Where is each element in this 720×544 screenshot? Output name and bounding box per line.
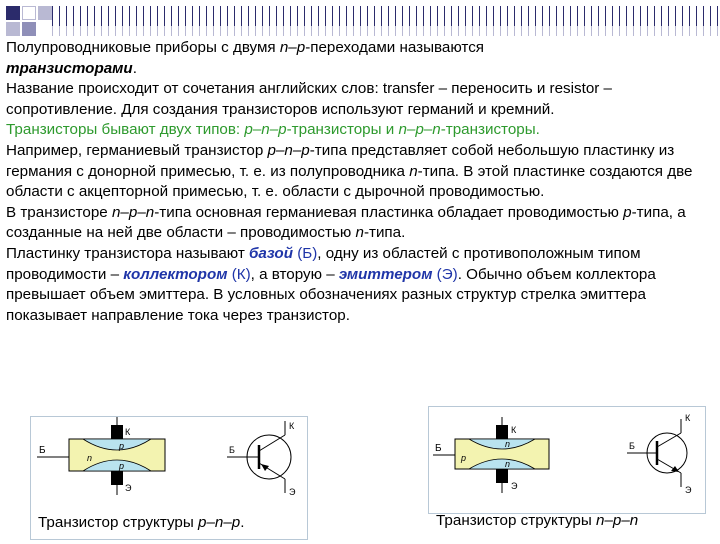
deco-square: [6, 6, 20, 20]
label-k: К: [125, 427, 131, 437]
symbol-collector: [259, 435, 285, 451]
paragraph-types: Транзисторы бывают двух типов: p–n–p-транзисторы и n–p–n-транзисторы.: [6, 121, 540, 139]
paragraph-npn: В транзисторе n–p–n-типа основная германиевая пластинка обладает проводимостью p-типа, а созданные на ней две области – проводимостью n-типа.: [6, 203, 686, 242]
deco-stripes: [52, 6, 720, 26]
paragraph-name-origin: Название происходит от сочетания английских слов: transfer – переносить и resistor – сопротивление. Для создания транзисторов используют германий и кремний.: [6, 80, 612, 118]
deco-square: [38, 6, 52, 20]
sym-label-b: Б: [629, 441, 635, 451]
paragraph-pnp: Например, германиевый транзистор p–n–p-типа представляет собой небольшую пластинку из германия с донорной примесью, т. е. из полупроводника n-типа. В этой пластинке создаются две области с акцепторной примесью, т. е. области с дырочной проводимостью.: [6, 141, 693, 201]
paragraph-intro: Полупроводниковые приборы с двумя n–p-переходами называются транзисторами.: [6, 39, 485, 77]
label-region-bot: p: [119, 461, 125, 471]
sym-label-e: Э: [685, 485, 692, 495]
deco-square: [6, 22, 20, 36]
sym-label-e: Э: [289, 487, 296, 497]
term-base: базой: [249, 244, 293, 262]
emitter-electrode: [496, 469, 508, 483]
term-collector: коллектором: [123, 265, 228, 283]
symbol-collector: [657, 433, 681, 447]
label-region-mid: p: [461, 453, 467, 463]
header-decoration: [0, 0, 720, 40]
deco-stripes-light: [52, 26, 720, 36]
label-e: Э: [511, 481, 518, 491]
label-e: Э: [125, 483, 132, 493]
label-region-top: p: [119, 441, 125, 451]
term-transistors: транзисторами: [6, 59, 133, 77]
npn-diagram: [429, 407, 705, 513]
collector-electrode: [496, 425, 508, 439]
body-text: [6, 38, 714, 326]
sym-label-b: Б: [229, 445, 235, 455]
caption-npn: Транзистор структуры n–p–n: [436, 512, 639, 529]
label-b: Б: [39, 445, 46, 456]
caption-pnp: Транзистор структуры p–n–p.: [38, 514, 245, 531]
emitter-arrow-icon: [261, 464, 269, 471]
deco-square: [22, 22, 36, 36]
label-region-top: n: [505, 439, 511, 449]
label-region-bot: n: [505, 459, 511, 469]
label-k: К: [511, 425, 517, 435]
label-b: Б: [435, 443, 442, 454]
sym-label-k: К: [289, 421, 295, 431]
emitter-electrode: [111, 471, 123, 485]
sym-label-k: К: [685, 413, 691, 423]
term-emitter: эмиттером: [338, 265, 433, 283]
emitter-arrow-icon: [671, 466, 679, 472]
deco-square: [22, 6, 36, 20]
figure-npn: [428, 406, 706, 514]
paragraph-terms: Пластинку транзистора называют базой (Б), одну из областей с противоположным типом проводимости – коллектором (К), а вторую – эмиттером (Э). Обычно объем коллектора превышает объем эмиттера. В условных обозначениях разных структур стрелка эмиттера показывает направление тока через транзистор.: [6, 244, 656, 324]
collector-electrode: [111, 425, 123, 439]
label-region-mid: n: [87, 453, 93, 463]
